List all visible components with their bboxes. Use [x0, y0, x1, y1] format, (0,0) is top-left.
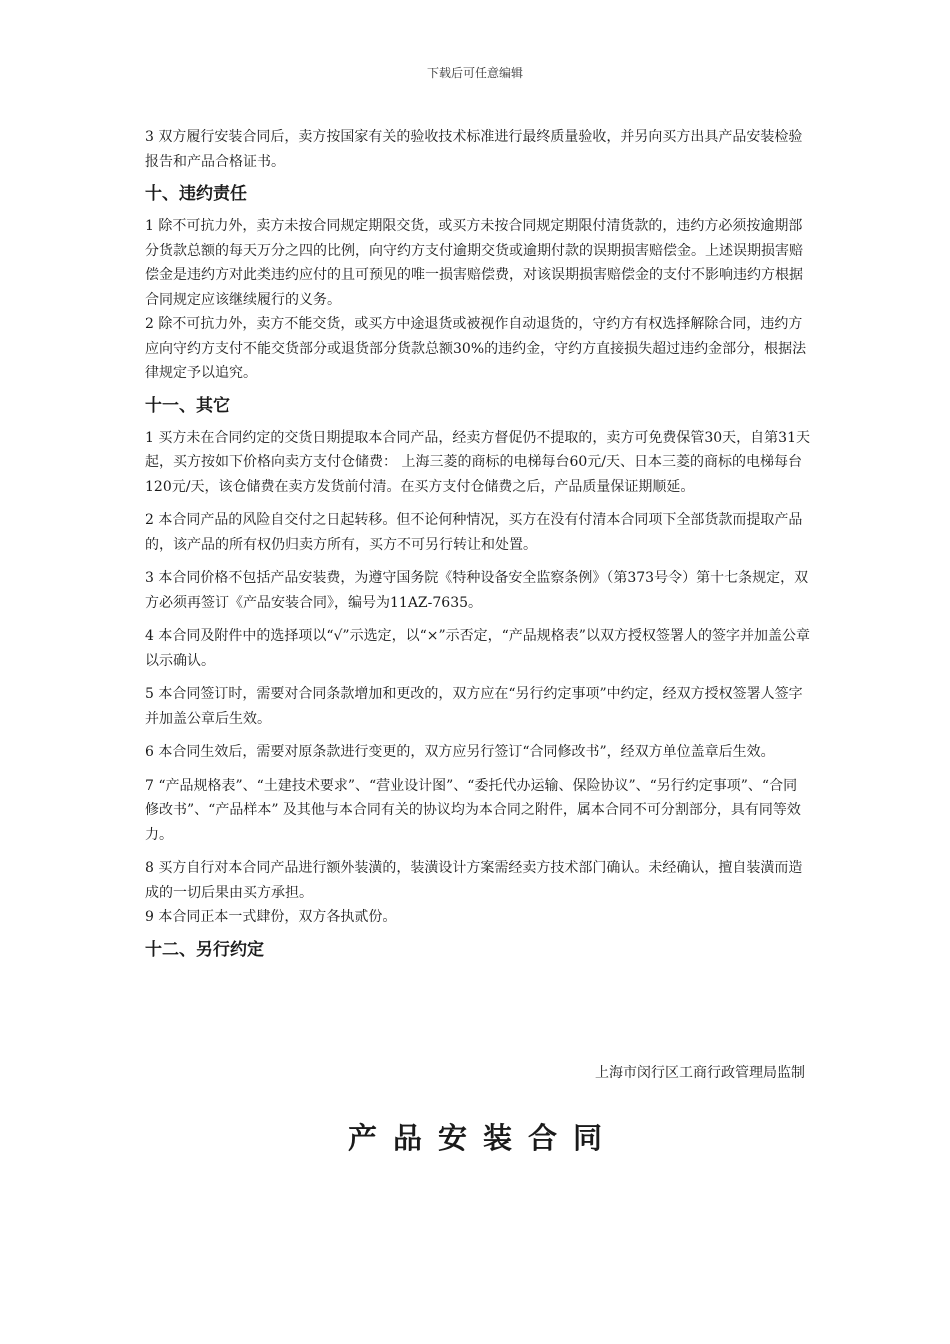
section-11-clause-8: 8 买方自行对本合同产品进行额外装潢的，装潢设计方案需经卖方技术部门确认。未经确认，擅自装潢而造成的一切后果由买方承担。 [145, 860, 803, 901]
section-10-clause-1: 1 除不可抗力外，卖方未按合同规定期限交货，或买方未按合同规定期限付清货款的，违约方必须按逾期部分货款总额的每天万分之四的比例，向守约方支付逾期交货或逾期付款的误期损害赔偿金。上述误期损害赔偿金是违约方对此类违约应付的且可预见的唯一损害赔偿费，对该误期损害赔偿金的支付不影响违约方根据合同规定应该继续履行的义务。 [145, 218, 803, 308]
contract-body [145, 125, 810, 970]
section-10-heading: 十、违约责任 [145, 184, 247, 204]
section-11-clause-3: 3 本合同价格不包括产品安装费，为遵守国务院《特种设备安全监察条例》（第373号令）第十七条规定，双方必须再签订《产品安装合同》，编号为11AZ-7635。 [145, 570, 809, 611]
section-10-clause-2: 2 除不可抗力外，卖方不能交货，或买方中途退货或被视作自动退货的，守约方有权选择解除合同，违约方应向守约方支付不能交货部分或退货部分货款总额30%的违约金，守约方直接损失超过违约金部分，根据法律规定予以追究。 [145, 316, 807, 381]
install-acceptance-clause: 3 双方履行安装合同后，卖方按国家有关的验收技术标准进行最终质量验收，并另向买方出具产品安装检验报告和产品合格证书。 [145, 129, 803, 170]
page-header-note: 下载后可任意编辑 [426, 66, 523, 80]
section-11-clause-9: 9 本合同正本一式肆份，双方各执贰份。 [145, 909, 397, 925]
section-11-clause-6: 6 本合同生效后，需要对原条款进行变更的，双方应另行签订“合同修改书”，经双方单位盖章后生效。 [145, 744, 775, 760]
section-11-clause-5: 5 本合同签订时，需要对合同条款增加和更改的，双方应在“另行约定事项”中约定，经双方授权签署人签字并加盖公章后生效。 [145, 686, 803, 727]
section-12-heading: 十二、另行约定 [145, 939, 264, 960]
section-11-clause-4: 4 本合同及附件中的选择项以“√”示选定，以“×”示否定，“产品规格表”以双方授权签署人的签字并加盖公章以示确认。 [145, 628, 810, 669]
section-11-heading: 十一、其它 [145, 395, 230, 416]
section-11-clause-7: 7 “产品规格表”、“土建技术要求”、“营业设计图”、“委托代办运输、保险协议”、“另行约定事项”、“合同修改书”、“产品样本” 及其他与本合同有关的协议均为本合同之附件，属本合同不可分割部分，具有同等效力。 [145, 777, 801, 843]
section-11-clause-2: 2 本合同产品的风险自交付之日起转移。但不论何种情况，买方在没有付清本合同项下全部货款而提取产品的，该产品的所有权仍归卖方所有，买方不可另行转让和处置。 [145, 512, 803, 553]
supervisor-note: 上海市闵行区工商行政管理局监制 [595, 1065, 805, 1081]
install-contract-title: 产品安装合同 [347, 1121, 618, 1155]
section-11-clause-1: 1 买方未在合同约定的交货日期提取本合同产品，经卖方督促仍不提取的，卖方可免费保管30天，自第31天起，买方按如下价格向卖方支付仓储费： 上海三菱的商标的电梯每台60元/天、日本三菱的商标的电梯每台120元/天，该仓储费在卖方发货前付清。在买方支付仓储费之后，产品质量保证期顺延。 [145, 429, 810, 495]
